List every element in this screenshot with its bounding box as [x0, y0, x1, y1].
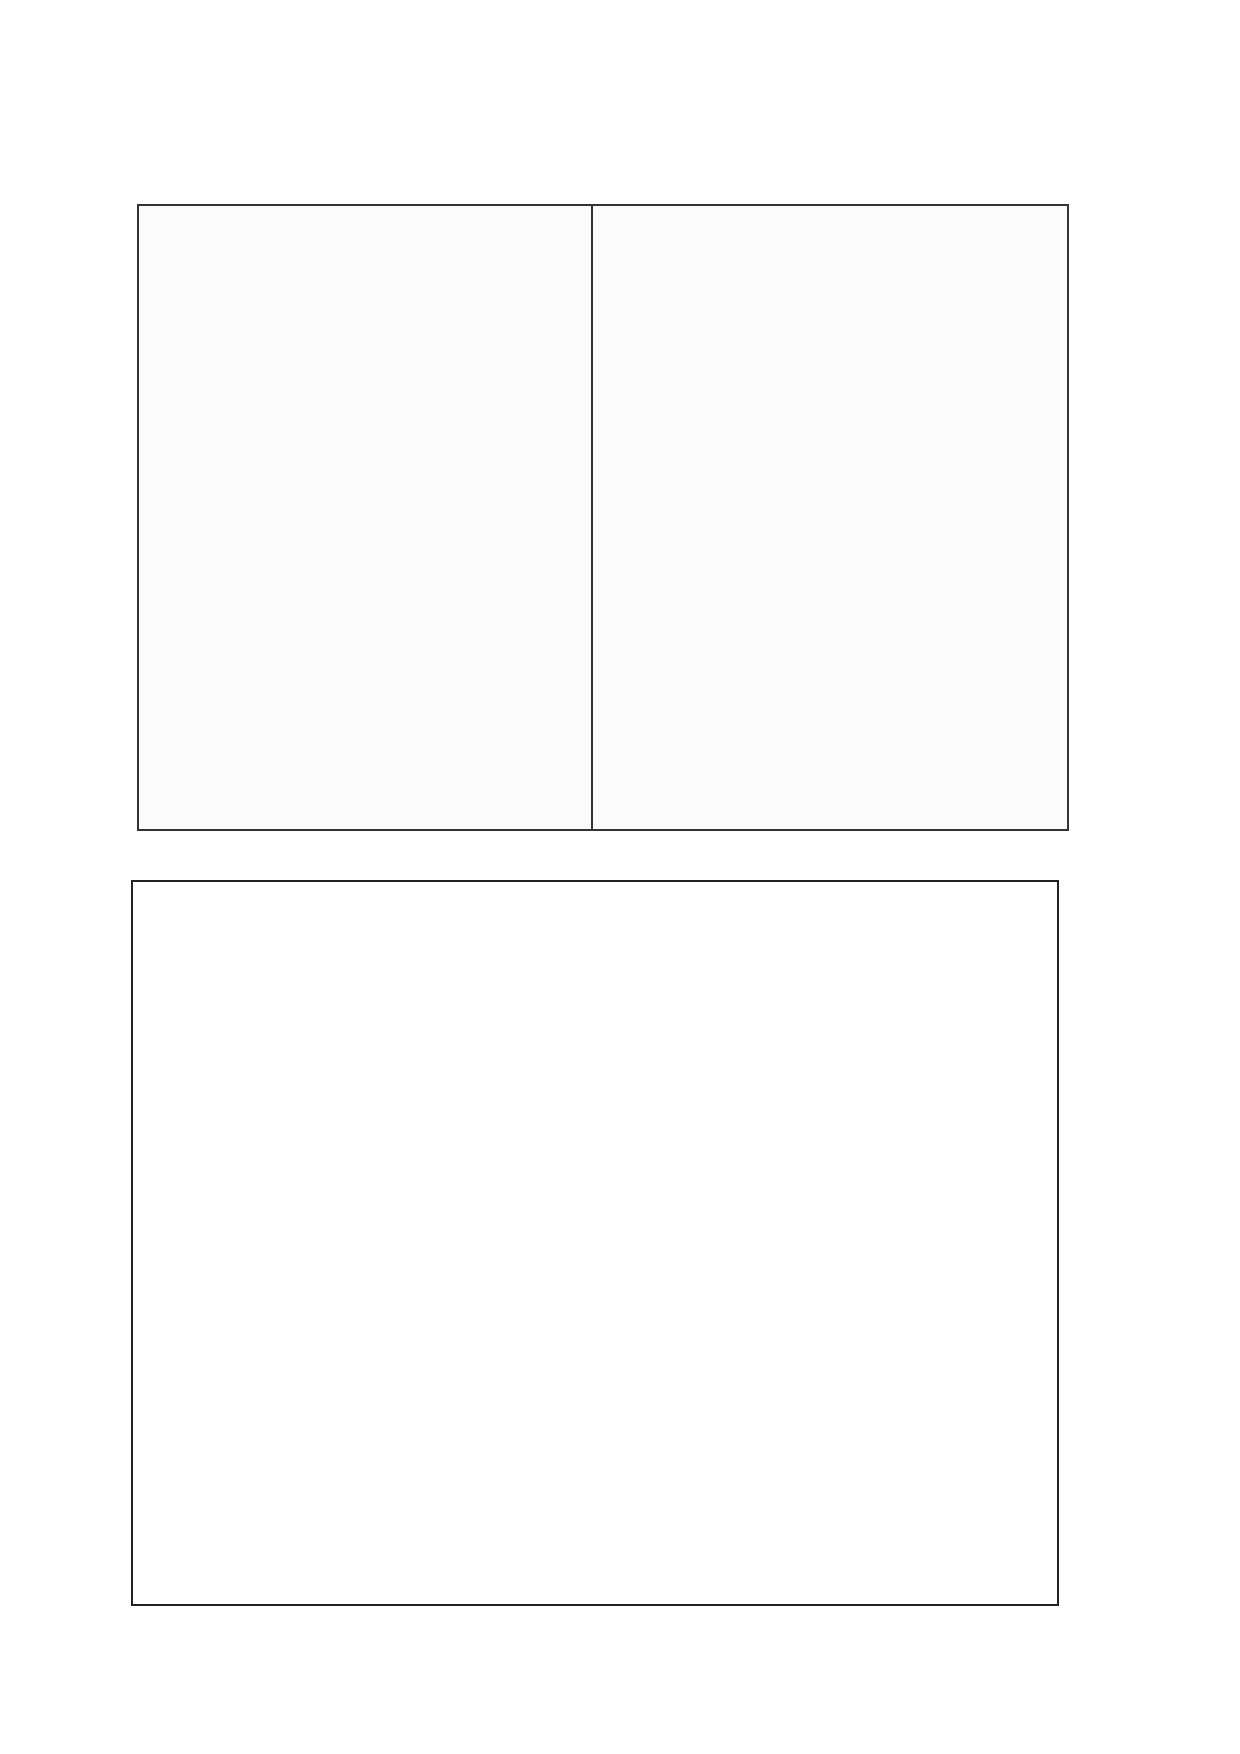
exercise-10-left-column	[145, 210, 585, 820]
palm-border-top	[0, 42, 1240, 82]
column-divider	[591, 206, 593, 829]
exercise-11-solution	[131, 880, 1059, 1606]
palm-border-right	[1160, 42, 1200, 1716]
exercise-10-right-column	[601, 210, 1041, 820]
exercise-10-scan	[137, 204, 1069, 831]
palm-border-left	[48, 42, 88, 1716]
palm-border-bottom	[0, 1676, 1240, 1716]
